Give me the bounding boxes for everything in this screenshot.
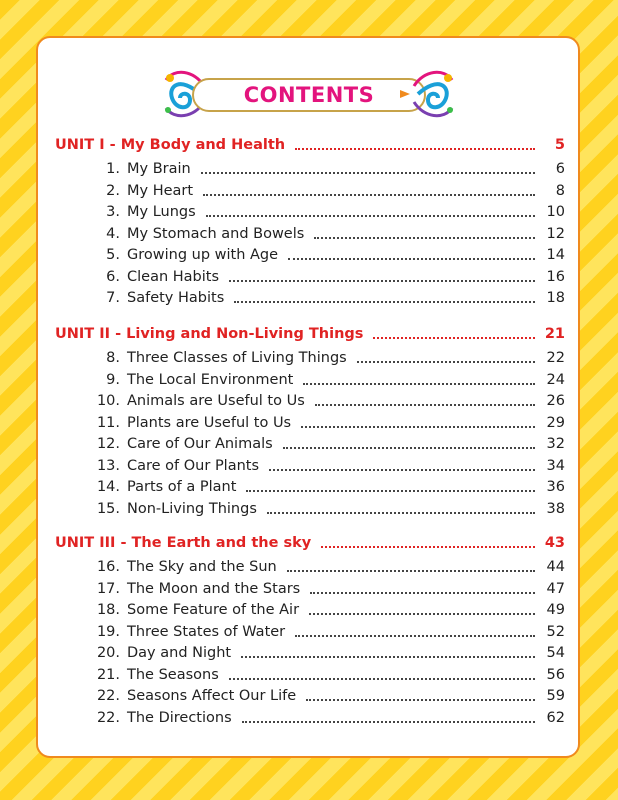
lesson-page-number: 8 <box>555 182 565 199</box>
lesson-row[interactable] <box>55 559 565 579</box>
lesson-number: 9. <box>106 371 120 388</box>
unit-heading: UNIT III - The Earth and the sky <box>55 535 315 551</box>
lesson-row[interactable] <box>55 458 565 478</box>
lesson-number: 13. <box>96 457 120 474</box>
lesson-number: 18. <box>96 602 120 618</box>
lesson-row[interactable] <box>55 645 565 665</box>
lesson-title: Animals are Useful to Us <box>127 393 309 409</box>
unit-heading-row[interactable] <box>55 326 565 346</box>
lesson-title: Day and Night <box>127 645 235 661</box>
dot-leader <box>287 570 535 572</box>
dot-leader <box>310 592 535 594</box>
dot-leader <box>315 404 535 406</box>
dot-leader <box>242 721 535 723</box>
lesson-page-number: 12 <box>546 225 565 242</box>
lesson-row[interactable] <box>55 183 565 203</box>
lesson-page-number: 47 <box>546 580 565 597</box>
dot-leader <box>295 635 535 637</box>
lesson-page-number: 49 <box>546 602 565 618</box>
lesson-number: 22. <box>96 709 120 726</box>
lesson-row[interactable] <box>55 688 565 708</box>
unit-page-number: 43 <box>544 535 565 551</box>
dot-leader <box>203 194 535 196</box>
dot-leader <box>357 361 535 363</box>
lesson-title: My Stomach and Bowels <box>127 226 308 242</box>
lesson-title: Safety Habits <box>127 290 228 306</box>
lesson-title: Care of Our Animals <box>127 436 277 452</box>
lesson-title: Seasons Affect Our Life <box>127 688 300 704</box>
lesson-number: 7. <box>106 290 120 306</box>
dot-leader <box>229 280 535 282</box>
lesson-title: The Directions <box>127 710 236 726</box>
lesson-page-number: 26 <box>546 393 565 409</box>
dot-leader <box>246 490 535 492</box>
dot-leader <box>234 301 535 303</box>
dot-leader <box>321 546 535 548</box>
lesson-row[interactable] <box>55 372 565 392</box>
lesson-number: 3. <box>106 204 120 220</box>
lesson-title: The Seasons <box>127 667 223 683</box>
lesson-number: 11. <box>96 414 120 431</box>
dot-leader <box>314 237 535 239</box>
lesson-page-number: 34 <box>546 457 565 474</box>
lesson-title: My Heart <box>127 183 197 199</box>
lesson-title: My Lungs <box>127 204 200 220</box>
lesson-title: Growing up with Age <box>127 247 282 263</box>
lesson-title: Non-Living Things <box>127 501 261 517</box>
lesson-number: 1. <box>106 161 120 177</box>
lesson-page-number: 62 <box>546 709 565 726</box>
lesson-page-number: 14 <box>546 247 565 263</box>
unit-page-number: 5 <box>554 137 565 153</box>
lesson-number: 10. <box>96 393 120 409</box>
lesson-number: 12. <box>96 436 120 452</box>
dot-leader <box>269 469 535 471</box>
lesson-row[interactable] <box>55 393 565 413</box>
lesson-page-number: 29 <box>546 414 565 431</box>
lesson-row[interactable] <box>55 479 565 499</box>
lesson-number: 6. <box>106 268 120 285</box>
lesson-title: The Local Environment <box>127 372 297 388</box>
lesson-number: 14. <box>96 479 120 495</box>
lesson-row[interactable] <box>55 161 565 181</box>
dot-leader <box>301 426 535 428</box>
lesson-title: Parts of a Plant <box>127 479 240 495</box>
lesson-row[interactable] <box>55 415 565 435</box>
lesson-page-number: 32 <box>546 436 565 452</box>
lesson-number: 22. <box>96 688 120 704</box>
unit-heading: UNIT I - My Body and Health <box>55 137 289 153</box>
dot-leader <box>206 215 535 217</box>
lesson-title: Three Classes of Living Things <box>127 350 351 366</box>
lesson-page-number: 52 <box>546 623 565 640</box>
page-title: CONTENTS <box>243 83 375 107</box>
unit-page-number: 21 <box>544 326 565 342</box>
lesson-row[interactable] <box>55 602 565 622</box>
lesson-page-number: 36 <box>546 479 565 495</box>
lesson-number: 16. <box>96 559 120 575</box>
lesson-title: Three States of Water <box>127 624 289 640</box>
dot-leader <box>229 678 535 680</box>
lesson-title: My Brain <box>127 161 195 177</box>
lesson-page-number: 6 <box>555 161 565 177</box>
lesson-page-number: 18 <box>546 290 565 306</box>
dot-leader <box>309 613 535 615</box>
lesson-page-number: 54 <box>546 645 565 661</box>
lesson-row[interactable] <box>55 269 565 289</box>
lesson-title: The Sky and the Sun <box>127 559 281 575</box>
lesson-number: 21. <box>96 666 120 683</box>
lesson-row[interactable] <box>55 624 565 644</box>
lesson-page-number: 10 <box>546 204 565 220</box>
lesson-number: 8. <box>106 350 120 366</box>
dot-leader <box>241 656 535 658</box>
lesson-number: 20. <box>96 645 120 661</box>
unit-heading-row[interactable] <box>55 137 565 157</box>
lesson-number: 4. <box>106 225 120 242</box>
lesson-title: Some Feature of the Air <box>127 602 303 618</box>
lesson-page-number: 56 <box>546 666 565 683</box>
lesson-page-number: 59 <box>546 688 565 704</box>
lesson-row[interactable] <box>55 226 565 246</box>
lesson-row[interactable] <box>55 501 565 521</box>
unit-heading-row[interactable] <box>55 535 565 555</box>
dot-leader <box>303 383 535 385</box>
lesson-title: Plants are Useful to Us <box>127 415 295 431</box>
lesson-row[interactable] <box>55 247 565 267</box>
lesson-title: The Moon and the Stars <box>127 581 304 597</box>
lesson-row[interactable] <box>55 581 565 601</box>
lesson-page-number: 44 <box>546 559 565 575</box>
dot-leader <box>288 258 535 260</box>
lesson-row[interactable] <box>55 667 565 687</box>
lesson-row[interactable] <box>55 436 565 456</box>
lesson-number: 17. <box>96 580 120 597</box>
lesson-row[interactable] <box>55 710 565 730</box>
lesson-page-number: 16 <box>546 268 565 285</box>
lesson-row[interactable] <box>55 290 565 310</box>
lesson-page-number: 38 <box>546 500 565 517</box>
dot-leader <box>283 447 535 449</box>
lesson-number: 15. <box>96 500 120 517</box>
dot-leader <box>373 337 535 339</box>
lesson-row[interactable] <box>55 204 565 224</box>
dot-leader <box>295 148 535 150</box>
lesson-number: 2. <box>106 182 120 199</box>
lesson-title: Clean Habits <box>127 269 223 285</box>
lesson-number: 5. <box>106 247 120 263</box>
lesson-page-number: 24 <box>546 371 565 388</box>
dot-leader <box>306 699 535 701</box>
lesson-row[interactable] <box>55 350 565 370</box>
lesson-title: Care of Our Plants <box>127 458 263 474</box>
unit-heading: UNIT II - Living and Non-Living Things <box>55 326 367 342</box>
dot-leader <box>267 512 535 514</box>
lesson-page-number: 22 <box>546 350 565 366</box>
lesson-number: 19. <box>96 623 120 640</box>
dot-leader <box>201 172 535 174</box>
